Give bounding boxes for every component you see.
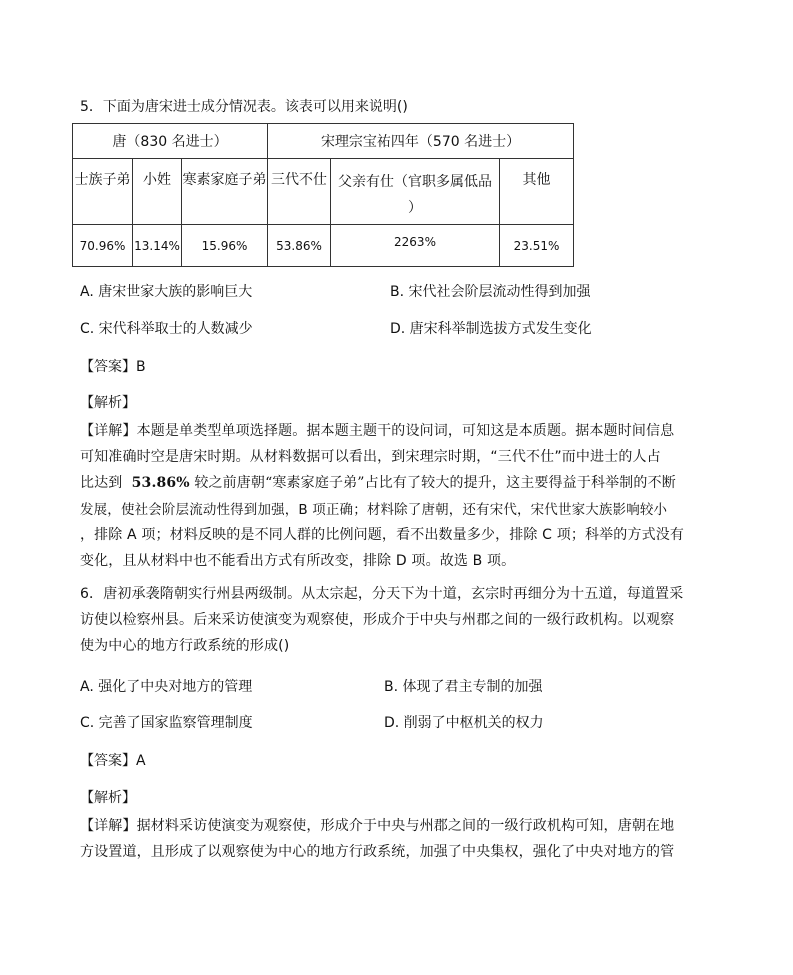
- table-value-row: [73, 225, 574, 267]
- q6-option-b: B. 体现了君主专制的加强: [384, 679, 543, 695]
- header-tang: 唐（830 名进士）: [73, 124, 268, 159]
- col-hansu: 寒素家庭子弟: [182, 159, 268, 225]
- data-table: [72, 123, 574, 267]
- header-song: 宋理宗宝祐四年（570 名进士）: [268, 124, 574, 159]
- q5-option-b: B. 宋代社会阶层流动性得到加强: [390, 284, 591, 300]
- q5-detail-line-3: [80, 472, 676, 492]
- value-cell: 70.96%: [73, 225, 133, 267]
- q5-detail-line-5: ，排除 A 项；材料反映的是不同人群的比例问题，看不出数量多少，排除 C 项；科举的方式没有: [80, 527, 685, 543]
- q5-detail-line-4: 发展，使社会阶层流动性得到加强，B 项正确；材料除了唐朝，还有宋代，宋代世家大族影响较小: [80, 502, 668, 518]
- col-fuqin-line1: 父亲有仕（官职多属低品: [338, 174, 493, 190]
- q5-detail-line-6: 变化，且从材料中也不能看出方式有所改变，排除 D 项。故选 B 项。: [80, 553, 516, 569]
- q6-detail-line-2: 方设置道，且形成了以观察使为中心的地方行政系统，加强了中央集权，强化了中央对地方的管: [80, 844, 675, 860]
- q6-title-line-1: 6．唐初承袭隋朝实行州县两级制。从太宗起，分天下为十道，玄宗时再细分为十五道，每道置采: [80, 586, 684, 602]
- q5-option-d: D. 唐宋科举制选拔方式发生变化: [390, 321, 592, 337]
- col-fuqin-line2: ）: [408, 200, 423, 216]
- q5-detail-line-2: 可知准确时空是唐宋时期。从材料数据可以看出，到宋理宗时期，“三代不仕”而中进士的人占: [80, 449, 661, 465]
- q5-detail-3c: 较之前唐朝: [194, 475, 266, 491]
- value-cell: 2263%: [331, 225, 500, 267]
- q6-answer: 【答案】A: [80, 753, 146, 769]
- q5-analysis-label: 【解析】: [80, 395, 136, 411]
- q6-analysis-label: 【解析】: [80, 790, 136, 806]
- q6-option-d: D. 削弱了中枢机关的权力: [384, 715, 544, 731]
- col-xiaoxing: 小姓: [133, 159, 182, 225]
- q5-detail-3a: 比达到: [80, 475, 123, 491]
- value-cell: 53.86%: [268, 225, 331, 267]
- q5-answer: 【答案】B: [80, 359, 146, 375]
- q6-option-a: A. 强化了中央对地方的管理: [80, 679, 253, 695]
- col-sandai: 三代不仕: [268, 159, 331, 225]
- question-5-title: 5．下面为唐宋进士成分情况表。该表可以用来说明(): [80, 99, 408, 115]
- q5-detail-percent: 53.86%: [131, 475, 190, 491]
- q6-detail-line-1: 【详解】据材料采访使演变为观察使，形成介于中央与州郡之间的一级行政机构可知，唐朝在地: [80, 818, 675, 834]
- value-cell: 15.96%: [182, 225, 268, 267]
- q6-option-c: C. 完善了国家监察管理制度: [80, 715, 253, 731]
- table-header-row: [73, 124, 574, 159]
- q5-detail-line-1: 【详解】本题是单类型单项选择题。据本题主题干的设问词，可知这是本质题。据本题时间信息: [80, 423, 675, 439]
- table-subheader-row: [73, 159, 574, 225]
- col-shizu: 士族子弟: [73, 159, 133, 225]
- value-cell: 23.51%: [500, 225, 574, 267]
- q6-title-line-3: 使为中心的地方行政系统的形成(): [80, 638, 290, 654]
- q5-detail-3e: 占比有了较大的提升，这主要得益于科举制的不断: [364, 475, 676, 491]
- q5-option-a: A. 唐宋世家大族的影响巨大: [80, 284, 253, 300]
- col-qita: 其他: [500, 159, 574, 225]
- q5-option-c: C. 宋代科举取士的人数减少: [80, 321, 253, 337]
- q6-title-line-2: 访使以检察州县。后来采访使演变为观察使，形成介于中央与州郡之间的一级行政机构。以观察: [80, 612, 675, 628]
- q5-detail-quote: “寒素家庭子弟”: [265, 475, 365, 491]
- col-fuqin: [331, 159, 500, 225]
- value-cell: 13.14%: [133, 225, 182, 267]
